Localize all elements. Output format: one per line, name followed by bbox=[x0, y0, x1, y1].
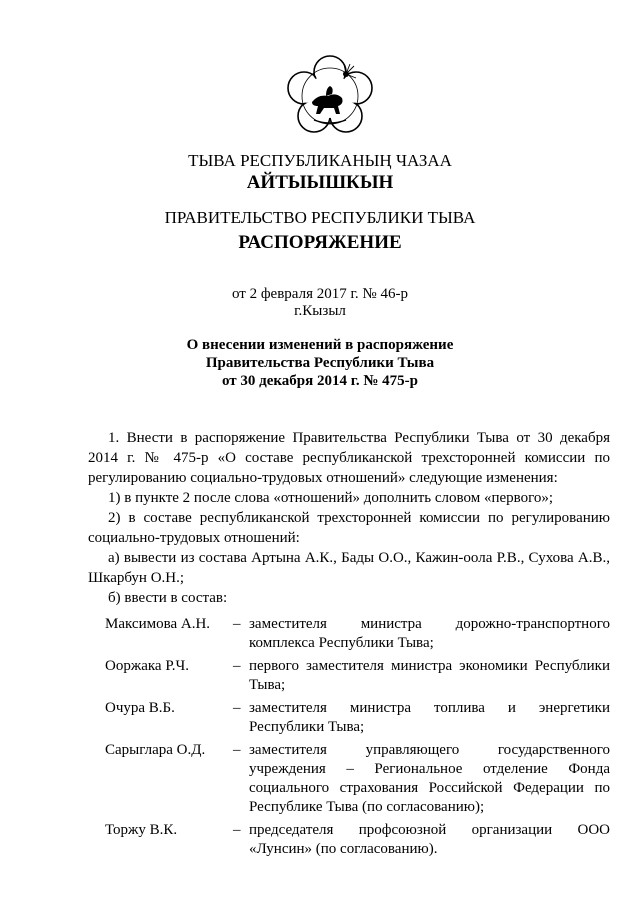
paragraph-3: 2) в составе республиканской трехсторонней комиссии по регулированию социально-трудовых отношений: bbox=[88, 510, 610, 546]
member-position: председателя профсоюзной организации ООО «Лунсин» (по согласованию). bbox=[249, 822, 610, 857]
document-title bbox=[0, 336, 640, 390]
republic-emblem-icon bbox=[284, 52, 376, 136]
member-position: первого заместителя министра экономики Республики Тыва; bbox=[249, 658, 610, 693]
member-position: заместителя министра топлива и энергетики Республики Тыва; bbox=[249, 700, 610, 735]
member-row bbox=[105, 741, 610, 817]
paragraph-4: а) вывести из состава Артына А.К., Бады О.О., Кажин-оола Р.В., Сухова А.В., Шкарбун О.Н.; bbox=[88, 550, 610, 586]
member-dash: – bbox=[233, 616, 241, 632]
title-line-1: О внесении изменений в распоряжение bbox=[186, 337, 454, 353]
title-line-2: Правительства Республики Тыва bbox=[205, 355, 435, 371]
tyva-order-heading: АЙТЫЫШКЫН bbox=[246, 172, 394, 193]
ru-government-heading: ПРАВИТЕЛЬСТВО РЕСПУБЛИКИ ТЫВА bbox=[164, 208, 476, 227]
member-position: заместителя министра дорожно-транспортного комплекса Республики Тыва; bbox=[249, 616, 610, 651]
member-position: заместителя управляющего государственного учреждения – Региональное отделение Фонда социального страхования Российской Федерации по Республике Тыва (по согласованию); bbox=[249, 742, 610, 815]
member-dash: – bbox=[233, 742, 241, 758]
member-dash: – bbox=[233, 658, 241, 674]
member-name: Ооржака Р.Ч. bbox=[105, 658, 190, 674]
document-body bbox=[88, 428, 610, 608]
member-row bbox=[105, 615, 610, 653]
member-name: Сарыглара О.Д. bbox=[105, 742, 206, 758]
paragraph-2: 1) в пункте 2 после слова «отношений» дополнить словом «первого»; bbox=[108, 490, 554, 506]
member-row bbox=[105, 821, 610, 859]
order-date-number: от 2 февраля 2017 г. № 46-р bbox=[231, 286, 408, 302]
member-dash: – bbox=[233, 822, 241, 838]
title-line-3: от 30 декабря 2014 г. № 475-р bbox=[221, 373, 419, 389]
member-name: Торжу В.К. bbox=[105, 822, 178, 838]
member-dash: – bbox=[233, 700, 241, 716]
order-city: г.Кызыл bbox=[294, 303, 346, 319]
member-row bbox=[105, 699, 610, 737]
paragraph-1: 1. Внести в распоряжение Правительства Республики Тыва от 30 декабря 2014 г. № 475-р «О составе республиканской трехсторонней комиссии по регулированию социально-трудовых отношений» следующие изменения: bbox=[88, 430, 610, 486]
member-name: Максимова А.Н. bbox=[105, 616, 211, 632]
ru-order-heading: РАСПОРЯЖЕНИЕ bbox=[238, 232, 402, 253]
members-list bbox=[105, 615, 610, 863]
paragraph-5: б) ввести в состав: bbox=[108, 590, 228, 606]
member-row bbox=[105, 657, 610, 695]
tyva-government-heading: ТЫВА РЕСПУБЛИКАНЫҢ ЧАЗАА bbox=[188, 151, 452, 170]
member-name: Очура В.Б. bbox=[105, 700, 175, 716]
